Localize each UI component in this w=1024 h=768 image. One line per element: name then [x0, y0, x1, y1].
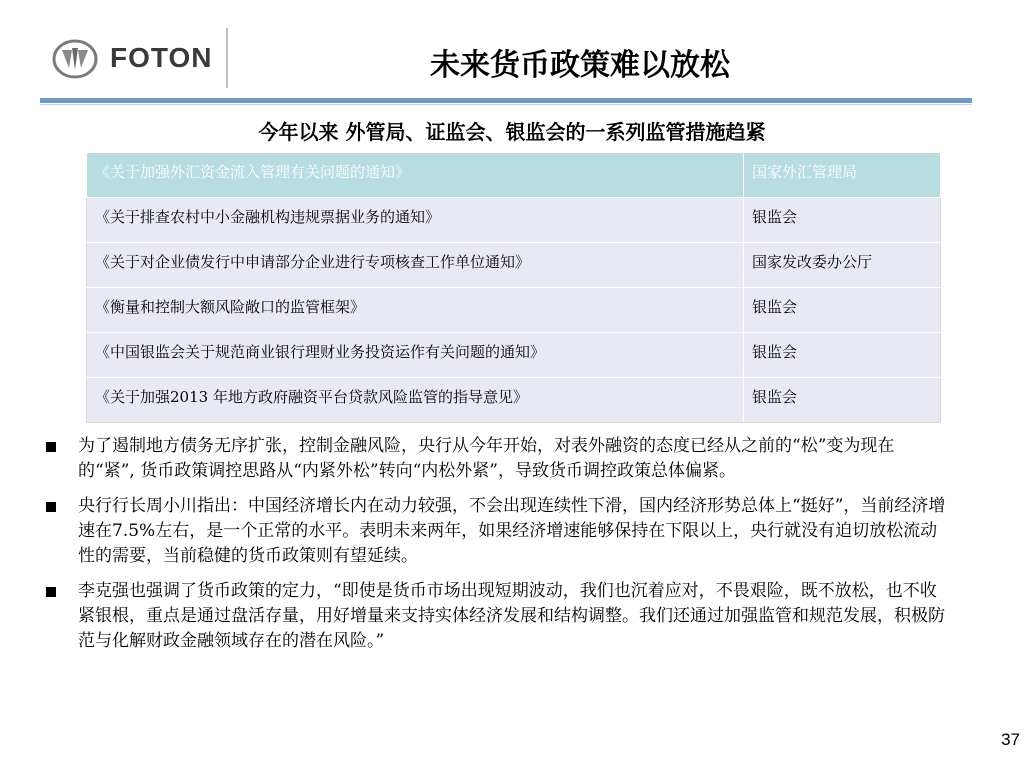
page-number: 37 — [1001, 730, 1020, 749]
bullet-item — [46, 494, 946, 569]
agency-cell: 银监会 — [744, 198, 941, 243]
bullet-text: 为了遏制地方债务无序扩张，控制金融风险，央行从今年开始，对表外融资的态度已经从之前的“松”变为现在的“紧”, 货币政策调控思路从“内紧外松”转向“内松外紧”，导致货币调控政策总体偏紧。 — [78, 436, 895, 481]
agency-cell: 国家发改委办公厅 — [744, 243, 941, 288]
agency-cell: 银监会 — [744, 333, 941, 378]
regulation-table — [86, 152, 941, 423]
header-divider — [226, 28, 228, 88]
foton-logo — [48, 30, 218, 92]
square-bullet-icon — [46, 502, 56, 512]
agency-cell: 国家外汇管理局 — [744, 153, 941, 198]
document-cell: 《关于加强2013 年地方政府融资平台贷款风险监管的指导意见》 — [87, 378, 744, 423]
header-rule — [40, 98, 972, 103]
document-cell: 《关于加强外汇资金流入管理有关问题的通知》 — [87, 153, 744, 198]
document-cell: 《中国银监会关于规范商业银行理财业务投资运作有关问题的通知》 — [87, 333, 744, 378]
table-row — [87, 198, 941, 243]
agency-cell: 银监会 — [744, 378, 941, 423]
agency-cell: 银监会 — [744, 288, 941, 333]
square-bullet-icon — [46, 442, 56, 452]
document-cell: 《衡量和控制大额风险敞口的监管框架》 — [87, 288, 744, 333]
page-title: 未来货币政策难以放松 — [430, 48, 730, 83]
table-row — [87, 333, 941, 378]
section-subtitle: 今年以来 外管局、证监会、银监会的一系列监管措施趋紧 — [258, 120, 766, 144]
logo-wordmark: FOTON — [110, 42, 213, 73]
table-row — [87, 243, 941, 288]
table-row — [87, 378, 941, 423]
document-cell: 《关于排查农村中小金融机构违规票据业务的通知》 — [87, 198, 744, 243]
bullet-item — [46, 579, 946, 654]
document-cell: 《关于对企业债发行中申请部分企业进行专项核查工作单位通知》 — [87, 243, 744, 288]
square-bullet-icon — [46, 587, 56, 597]
header-rule-thin — [40, 104, 972, 105]
table-row — [87, 288, 941, 333]
bullet-item — [46, 434, 946, 484]
foton-emblem-icon — [52, 36, 98, 82]
table-row — [87, 153, 941, 198]
bullet-text: 央行行长周小川指出：中国经济增长内在动力较强，不会出现连续性下滑，国内经济形势总体上“挺好”，当前经济增速在7.5%左右，是一个正常的水平。表明未来两年，如果经济增速能够保持在下限以上，央行就没有迫切放松流动性的需要，当前稳健的货币政策则有望延续。 — [78, 496, 946, 566]
bullet-text: 李克强也强调了货币政策的定力，“即使是货币市场出现短期波动，我们也沉着应对，不畏艰险，既不放松，也不收紧银根，重点是通过盘活存量，用好增量来支持实体经济发展和结构调整。我们还通过加强监管和规范发展，积极防范与化解财政金融领域存在的潜在风险。” — [78, 581, 945, 651]
bullet-list — [46, 434, 946, 664]
